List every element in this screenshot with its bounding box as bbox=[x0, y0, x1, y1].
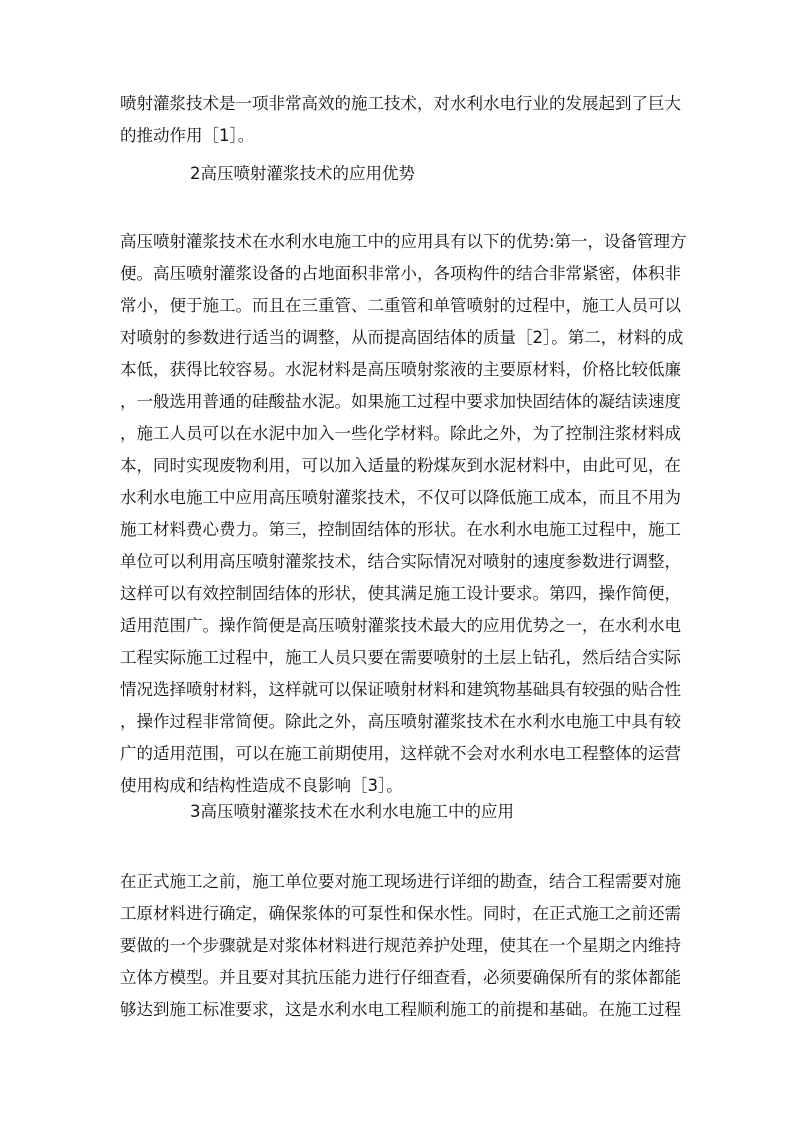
section-2-line-11: 单位可以利用高压喷射灌浆技术，结合实际情况对喷射的速度参数进行调整， bbox=[120, 552, 681, 571]
section-2-line-10: 施工材料费心费力。第三，控制固结体的形状。在水利水电施工过程中，施工 bbox=[120, 520, 681, 539]
section-2-line-4: 对喷射的参数进行适当的调整，从而提高固结体的质量［2］。第二，材料的成 bbox=[120, 328, 684, 347]
section-2-line-3: 常小，便于施工。而且在三重管、二重管和单管喷射的过程中，施工人员可以 bbox=[120, 296, 681, 315]
section-2-line-2: 便。高压喷射灌浆设备的占地面积非常小，各项构件的结合非常紧密，体积非 bbox=[120, 264, 681, 283]
section-3-line-1: 在正式施工之前，施工单位要对施工现场进行详细的勘查，结合工程需要对施 bbox=[120, 872, 681, 891]
section-3-line-4: 立体方模型。并且要对其抗压能力进行仔细查看，必须要确保所有的浆体都能 bbox=[120, 968, 681, 987]
section-2-line-6: ，一般选用普通的硅酸盐水泥。如果施工过程中要求加快固结体的凝结读速度 bbox=[120, 392, 681, 411]
section-2-line-8: 本，同时实现废物利用，可以加入适量的粉煤灰到水泥材料中，由此可见，在 bbox=[120, 456, 681, 475]
section-3-heading: 3高压喷射灌浆技术在水利水电施工中的应用 bbox=[190, 802, 514, 821]
section-2-line-13: 适用范围广。操作简便是高压喷射灌浆技术最大的应用优势之一，在水利水电 bbox=[120, 616, 681, 635]
intro-line-1: 喷射灌浆技术是一项非常高效的施工技术，对水利水电行业的发展起到了巨大 bbox=[120, 94, 681, 113]
section-2-line-17: 广的适用范围，可以在施工前期使用，这样就不会对水利水电工程整体的运营 bbox=[120, 744, 681, 763]
section-2-line-18: 使用构成和结构性造成不良影响［3］。 bbox=[120, 776, 403, 795]
section-2-line-9: 水利水电施工中应用高压喷射灌浆技术，不仅可以降低施工成本，而且不用为 bbox=[120, 488, 681, 507]
section-2-line-14: 工程实际施工过程中，施工人员只要在需要喷射的土层上钻孔，然后结合实际 bbox=[120, 648, 681, 667]
intro-line-2: 的推动作用［1］。 bbox=[120, 126, 255, 145]
section-2-line-1: 高压喷射灌浆技术在水利水电施工中的应用具有以下的优势:第一，设备管理方 bbox=[120, 232, 687, 251]
section-2-line-12: 这样可以有效控制固结体的形状，使其满足施工设计要求。第四，操作简便， bbox=[120, 584, 681, 603]
section-2-line-16: ，操作过程非常简便。除此之外，高压喷射灌浆技术在水利水电施工中具有较 bbox=[120, 712, 681, 731]
section-2-line-7: ，施工人员可以在水泥中加入一些化学材料。除此之外，为了控制注浆材料成 bbox=[120, 424, 681, 443]
section-3-line-2: 工原材料进行确定，确保浆体的可泵性和保水性。同时，在正式施工之前还需 bbox=[120, 904, 681, 923]
section-2-heading: 2高压喷射灌浆技术的应用优势 bbox=[190, 164, 415, 183]
section-2-line-5: 本低，获得比较容易。水泥材料是高压喷射浆液的主要原材料，价格比较低廉 bbox=[120, 360, 681, 379]
section-3-line-5: 够达到施工标准要求，这是水利水电工程顺利施工的前提和基础。在施工过程 bbox=[120, 1000, 681, 1019]
section-3-line-3: 要做的一个步骤就是对浆体材料进行规范养护处理，使其在一个星期之内维持 bbox=[120, 936, 681, 955]
section-2-line-15: 情况选择喷射材料，这样就可以保证喷射材料和建筑物基础具有较强的贴合性 bbox=[120, 680, 681, 699]
